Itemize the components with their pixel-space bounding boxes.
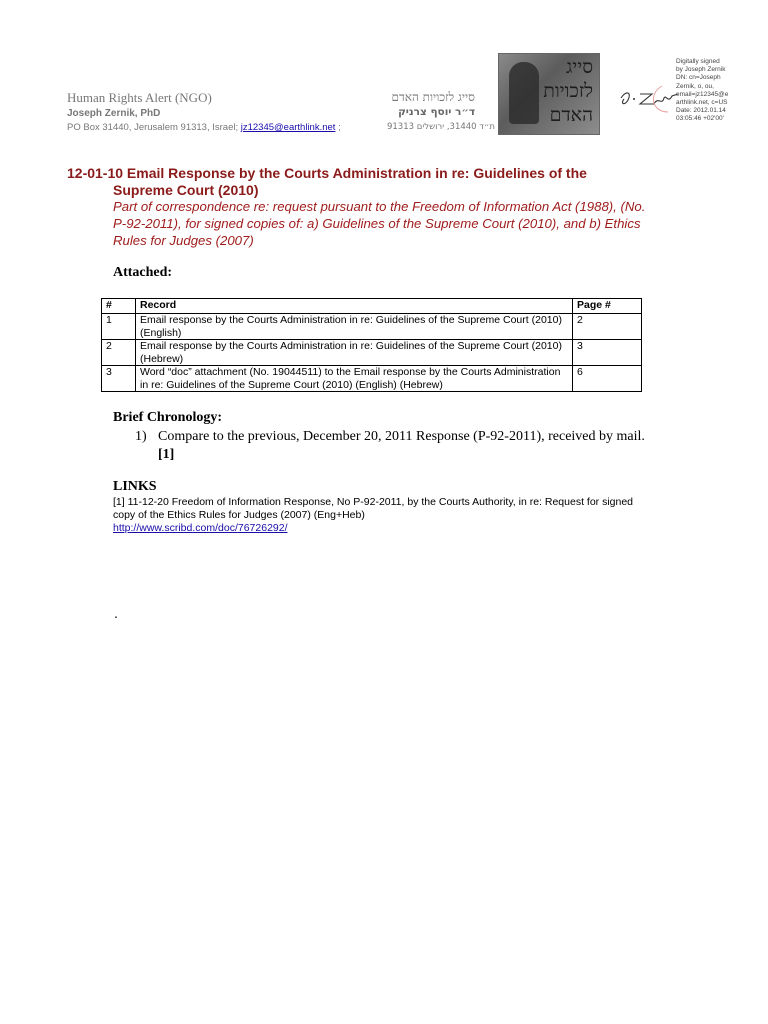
- column-header-record: Record: [136, 299, 573, 314]
- address-line: [67, 122, 341, 133]
- organization-name: Human Rights Alert (NGO): [67, 90, 212, 105]
- hebrew-address: ת״ד 31440, ירושלים 91313: [386, 122, 495, 132]
- organization-logo: [498, 53, 600, 135]
- chronology-item-number: 1): [135, 429, 147, 444]
- column-header-page: Page #: [573, 299, 642, 314]
- row-number: 2: [102, 340, 136, 366]
- row-record: Word “doc” attachment (No. 19044511) to the Email response by the Courts Administration in re: Guidelines of the Supreme Court (2010) (English) (Hebrew): [136, 366, 573, 392]
- hebrew-organization-name: סייג לזכויות האדם: [391, 90, 475, 104]
- row-record: Email response by the Courts Administration in re: Guidelines of the Supreme Court (2010) (Hebrew): [136, 340, 573, 366]
- row-number: 3: [102, 366, 136, 392]
- row-record: Email response by the Courts Administration in re: Guidelines of the Supreme Court (2010) (English): [136, 314, 573, 340]
- address-separator: ;: [335, 122, 341, 133]
- signature-line: email=jz12345@e: [676, 90, 729, 98]
- footer-dot: .: [114, 605, 118, 621]
- scribd-link[interactable]: http://www.scribd.com/doc/76726292/: [113, 522, 288, 534]
- links-heading: LINKS: [113, 479, 157, 494]
- person-name: Joseph Zernik, PhD: [67, 108, 161, 119]
- signature-line: Zernik, o, ou,: [676, 82, 714, 90]
- chronology-item-body: Compare to the previous, December 20, 2011 Response (P-92-2011), received by mail.: [158, 429, 645, 444]
- logo-text-line: סייג: [565, 56, 593, 78]
- link-note-text: [1] 11-12-20 Freedom of Information Response, No P-92-2011, by the Courts Authority, in re: Request for signed copy of the Ethics Rules for Judges (2007) (Eng+Heb): [113, 496, 634, 521]
- logo-text-line: האדם: [549, 104, 593, 126]
- postal-address: PO Box 31440, Jerusalem 91313, Israel;: [67, 122, 241, 133]
- row-page: 6: [573, 366, 642, 392]
- document-subtitle: Part of correspondence re: request pursuant to the Freedom of Information Act (1988), (No. P-92-2011), for signed copies of: a) Guidelines of the Supreme Court (2010), and b) Ethics Rules for Judges (2007): [113, 199, 646, 248]
- hebrew-person-name: ד״ר יוסף צרניק: [398, 106, 475, 118]
- signature-line: Digitally signed: [676, 58, 720, 65]
- column-header-number: #: [102, 299, 136, 314]
- table-row: [102, 366, 642, 392]
- chronology-item-ref: [1]: [158, 447, 175, 462]
- chronology-item: [135, 428, 645, 464]
- chronology-heading: Brief Chronology:: [113, 410, 223, 425]
- table-row: [102, 340, 642, 366]
- title-line-1: 12-01-10 Email Response by the Courts Administration in re: Guidelines of the: [67, 165, 587, 181]
- signature-line: Date: 2012.01.14: [676, 107, 726, 115]
- row-page: 3: [573, 340, 642, 366]
- attached-heading: Attached:: [113, 265, 173, 280]
- title-line-2: Supreme Court (2010): [113, 182, 259, 198]
- attachments-table: [101, 298, 642, 392]
- handwritten-signature-icon: [618, 84, 680, 114]
- table-header-row: [102, 299, 642, 314]
- signature-line: by Joseph Zernik: [676, 66, 726, 74]
- logo-text-line: לזכויות: [543, 80, 593, 102]
- table-row: [102, 314, 642, 340]
- chronology-item-text: [158, 428, 645, 464]
- signature-line: 03:05:46 +02'00': [676, 115, 724, 123]
- signature-line: DN: cn=Joseph: [676, 74, 721, 82]
- row-number: 1: [102, 314, 136, 340]
- digital-signature-block: [676, 58, 766, 124]
- link-note: [113, 496, 653, 535]
- email-link[interactable]: jz12345@earthlink.net: [240, 122, 336, 133]
- signature-line: arthlink.net, c=US: [676, 99, 728, 107]
- document-title: [67, 165, 667, 199]
- row-page: 2: [573, 314, 642, 340]
